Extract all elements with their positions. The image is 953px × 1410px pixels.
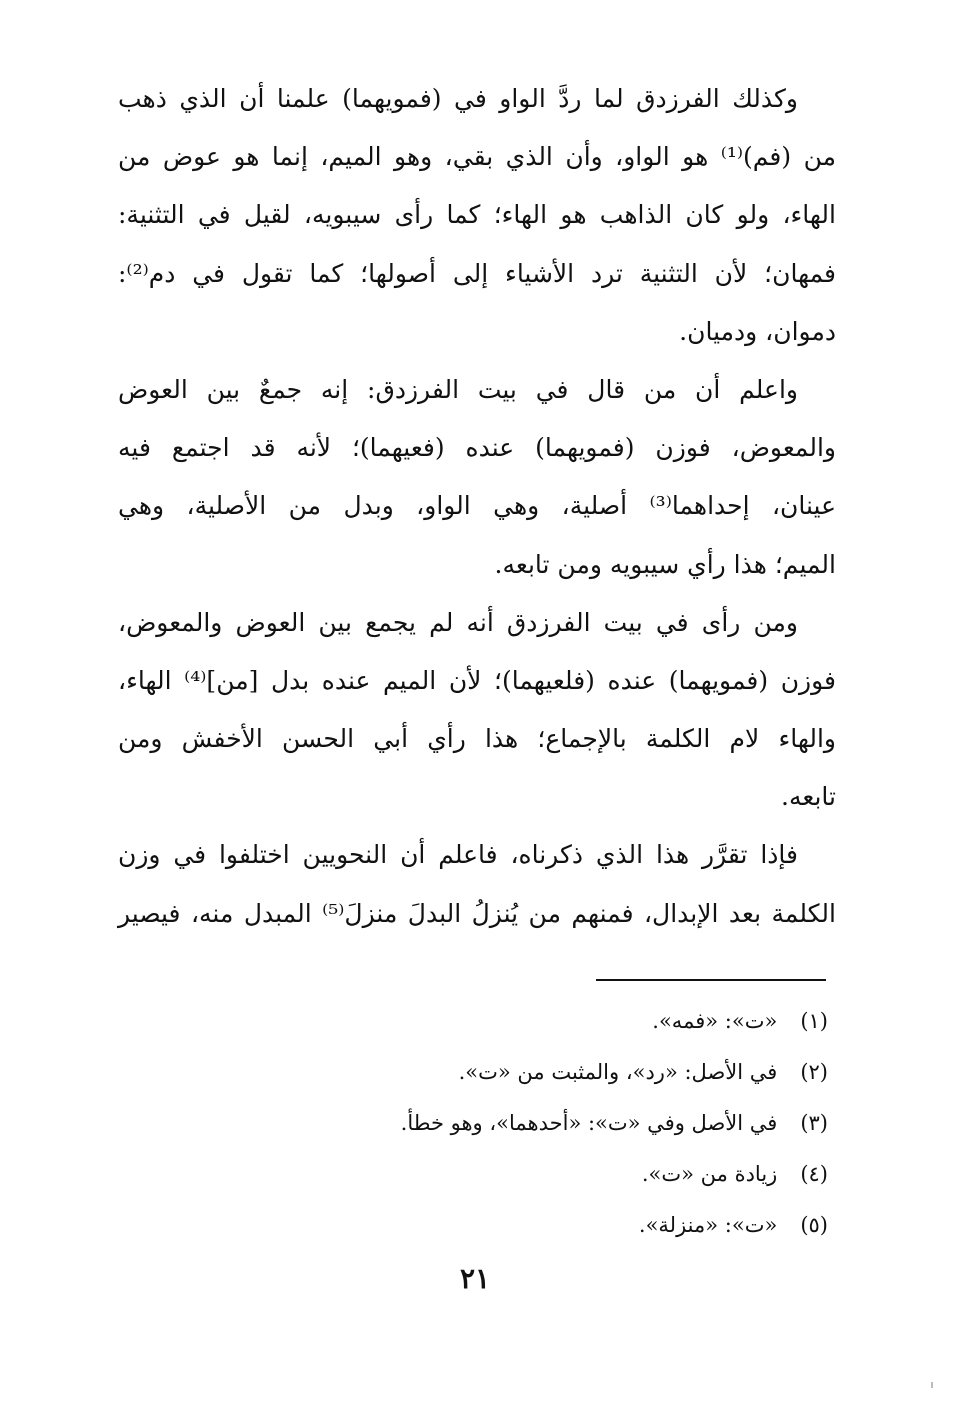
footnote-number: (٢) (800, 1060, 828, 1084)
text-line: ومن رأى في بيت الفرزدق أنه لم يجمع بين العوض والمعوض، (118, 607, 798, 637)
footnote-item (300, 1204, 828, 1255)
footnote-item (300, 1000, 828, 1051)
footnotes (300, 1000, 828, 1255)
text-line: والهاء لام الكلمة بالإجماع؛ هذا رأي أبي الحسن الأخفش ومن (118, 724, 836, 754)
text-line: الميم؛ هذا رأي سيبويه ومن تابعه. (494, 549, 836, 579)
text-line: فمهان؛ لأن التثنية ترد الأشياء إلى أصولها؛ كما تقول في دم⁽²⁾: (118, 258, 836, 288)
footnote-number: (١) (800, 1009, 828, 1033)
text-line: وكذلك الفرزدق لما ردَّ الواو في (فمويهما) علمنا أن الذي ذهب (118, 84, 798, 113)
footnote-text: زيادة من «ت». (641, 1162, 778, 1186)
text-line: الهاء، ولو كان الذاهب هو الهاء؛ كما رأى سيبويه، لقيل في التثنية: (118, 200, 836, 230)
footnote-text: في الأصل: «رد»، والمثبت من «ت». (458, 1060, 778, 1084)
main-text (118, 70, 836, 943)
footnote-separator (596, 979, 826, 981)
footnote-number: (٣) (800, 1111, 828, 1135)
text-line: فإذا تقرَّر هذا الذي ذكرناه، فاعلم أن النحويين اختلفوا في وزن (118, 840, 798, 870)
footnote-number: (٥) (800, 1213, 828, 1237)
footnote-item (300, 1102, 828, 1153)
footnote-item (300, 1153, 828, 1204)
footnote-text: «ت»: «فمه». (652, 1009, 778, 1033)
footnote-number: (٤) (800, 1162, 828, 1186)
text-line: دموان، ودميان. (679, 316, 836, 346)
text-line: والمعوض، فوزن (فمويهما) عنده (فعيهما)؛ لأنه قد اجتمع فيه (118, 433, 836, 463)
footnote-text: في الأصل وفي «ت»: «أحدهما»، وهو خطأ. (400, 1111, 778, 1135)
text-line: واعلم أن من قال في بيت الفرزدق: إنه جمعٌ بين العوض (118, 374, 798, 404)
footnote-text: «ت»: «منزلة». (638, 1213, 778, 1237)
scan-speck (931, 1382, 933, 1388)
text-line: تابعه. (781, 782, 836, 812)
text-line: من (فم)⁽¹⁾ هو الواو، وأن الذي بقي، وهو الميم، إنما هو عوض من (118, 142, 836, 172)
page-number: ٢١ (459, 1262, 491, 1295)
text-line: عينان، إحداهما⁽³⁾ أصلية، وهي الواو، وبدل من الأصلية، وهي (118, 491, 837, 521)
footnote-item (300, 1051, 828, 1102)
text-line: الكلمة بعد الإبدال، فمنهم من يُنزلُ البدلَ منزلَ⁽⁵⁾ المبدل منه، فيصير (118, 898, 836, 928)
text-line: فوزن (فمويهما) عنده (فلعيهما)؛ لأن الميم عنده بدل [من]⁽⁴⁾ الهاء، (118, 665, 837, 695)
